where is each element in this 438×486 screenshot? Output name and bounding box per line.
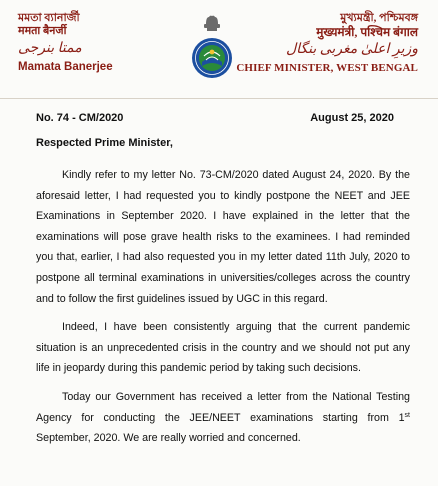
salutation: Respected Prime Minister, bbox=[36, 137, 173, 149]
paragraph-2: Indeed, I have been consistently arguing that the current pandemic situation is an unprecedented crisis in the country and we should not put any life in jeopardy during this pandemic period by taking such decisions. bbox=[36, 321, 410, 375]
paragraph-1: Kindly refer to my letter No. 73-CM/2020 dated August 24, 2020. By the aforesaid letter, I had requested you to kindly postpone the NEET and JEE Examinations in September 2020. I have explained in the letter that the examinations will pose grave health risks to the examinees. I had reminded you that, earlier, I had also requested you in my letter dated 11th July, 2020 to postpone all terminal examinations in universities/colleges across the country and to follow the first guidelines issued by UGC in this regard. bbox=[36, 169, 410, 305]
letter-date: August 25, 2020 bbox=[310, 112, 394, 124]
name-hindi: ममता बैनर्जी bbox=[18, 25, 67, 37]
letter-reference: No. 74 - CM/2020 bbox=[36, 112, 124, 124]
title-hindi: मुख्यमंत्री, पश्चिम बंगाल bbox=[316, 25, 418, 39]
letterhead-left bbox=[18, 12, 113, 75]
title-bengali: মুখ্যমন্ত্রী, পশ্চিমবঙ্গ bbox=[340, 12, 418, 24]
paragraph-3 bbox=[36, 387, 410, 449]
name-bengali: মমতা ব্যানার্জী bbox=[18, 12, 80, 24]
name-english: Mamata Banerjee bbox=[18, 61, 113, 73]
paragraph-3-text-end: September, 2020. We are really worried and concerned. bbox=[36, 432, 301, 445]
paragraph-3-text: Today our Government has received a letter from the National Testing Agency for conducting the JEE/NEET examinations starting from 1 bbox=[36, 390, 410, 424]
letter-body bbox=[36, 165, 410, 457]
title-urdu: وزیرِ اعلیٰ مغربی بنگال bbox=[285, 42, 418, 57]
letterhead-right bbox=[236, 12, 418, 76]
name-urdu: ممتا بنرجی bbox=[18, 41, 82, 56]
state-emblem-icon bbox=[190, 14, 234, 84]
letterhead-divider bbox=[0, 98, 438, 99]
title-english: CHIEF MINISTER, WEST BENGAL bbox=[236, 62, 418, 74]
ordinal-suffix: st bbox=[404, 411, 410, 419]
